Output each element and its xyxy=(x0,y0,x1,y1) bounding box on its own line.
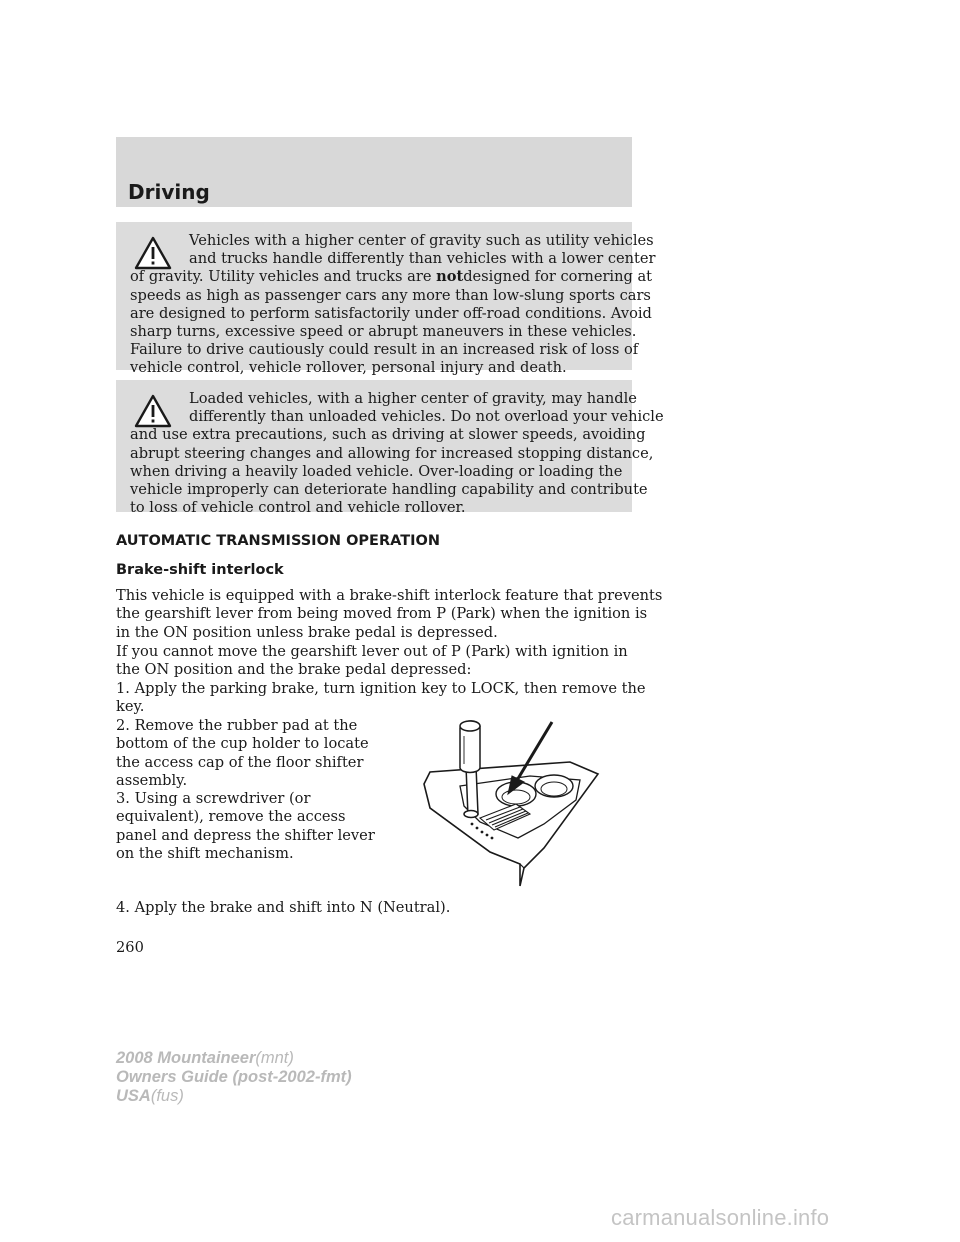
document-footer xyxy=(116,1049,352,1106)
warning-text-line: sharp turns, excessive speed or abrupt maneuvers in these vehicles. xyxy=(130,323,637,341)
paragraph-line: the gearshift lever from being moved from P (Park) when the ignition is xyxy=(116,605,648,623)
paragraph-line: 2. Remove the rubber pad at the xyxy=(116,717,358,734)
paragraph-interlock xyxy=(116,587,662,642)
paragraph-line: the ON position and the brake pedal depressed: xyxy=(116,661,472,679)
paragraph-line: 3. Using a screwdriver (or xyxy=(116,790,311,807)
section-header xyxy=(116,137,632,207)
step-3 xyxy=(116,790,375,864)
paragraph-line: If you cannot move the gearshift lever out of P (Park) with ignition in xyxy=(116,643,628,660)
paragraph-line: on the shift mechanism. xyxy=(116,845,294,863)
warning-text-line: vehicle improperly can deteriorate handling capability and contribute xyxy=(130,481,648,499)
footer-line xyxy=(116,1087,352,1106)
footer-model: 2008 Mountaineer xyxy=(116,1049,256,1067)
cup-holder-rear xyxy=(535,775,573,797)
footer-code: (mnt) xyxy=(255,1049,294,1067)
warning-text-line: Failure to drive cautiously could result in an increased risk of loss of xyxy=(130,341,639,359)
paragraph-line: key. xyxy=(116,698,145,716)
paragraph-line: 1. Apply the parking brake, turn ignition key to LOCK, then remove the xyxy=(116,680,646,697)
paragraph-line: panel and depress the shifter lever xyxy=(116,826,375,844)
warning-text-segment: designed for cornering at xyxy=(463,268,653,286)
paragraph-line: the access cap of the floor shifter xyxy=(116,753,364,771)
paragraph-line: bottom of the cup holder to locate xyxy=(116,735,369,753)
shifter-illustration xyxy=(420,714,610,890)
warning-text-line: speeds as high as passenger cars any more than low-slung sports cars xyxy=(130,286,651,304)
paragraph-cannot-move xyxy=(116,643,628,680)
paragraph-line: assembly. xyxy=(116,772,188,790)
paragraph-line: in the ON position unless brake pedal is depressed. xyxy=(116,623,498,641)
warning-box-loaded xyxy=(116,380,664,517)
warning-emphasis: not xyxy=(436,268,464,286)
warning-text-line: Loaded vehicles, with a higher center of gravity, may handle xyxy=(189,390,637,407)
step-4: 4. Apply the brake and shift into N (Neutral). xyxy=(116,899,451,916)
step-1 xyxy=(116,680,646,717)
warning-text-line: to loss of vehicle control and vehicle rollover. xyxy=(130,499,466,517)
warning-text-line: and trucks handle differently than vehicles with a lower center xyxy=(189,250,656,268)
watermark: carmanualsonline.info xyxy=(611,1205,830,1230)
warning-text-line: Vehicles with a higher center of gravity such as utility vehicles xyxy=(189,232,654,249)
paragraph-line: equivalent), remove the access xyxy=(116,808,346,826)
footer-code: (fus) xyxy=(150,1087,184,1105)
page-number: 260 xyxy=(116,939,144,956)
warning-text-line: differently than unloaded vehicles. Do not overload your vehicle xyxy=(189,408,664,426)
warning-box-gravity xyxy=(116,222,656,377)
warning-text-line: abrupt steering changes and allowing for increased stopping distance, xyxy=(130,444,654,462)
warning-text-line: are designed to perform satisfactorily under off-road conditions. Avoid xyxy=(130,304,652,322)
warning-text-line xyxy=(130,268,653,286)
warning-text-segment: of gravity. Utility vehicles and trucks are xyxy=(130,268,437,286)
footer-line xyxy=(116,1049,352,1068)
warning-triangle-icon xyxy=(134,236,172,270)
warning-text-line: vehicle control, vehicle rollover, personal injury and death. xyxy=(130,359,567,377)
paragraph-line: This vehicle is equipped with a brake-shift interlock feature that prevents xyxy=(116,587,663,604)
warning-text-line: when driving a heavily loaded vehicle. Over-loading or loading the xyxy=(130,462,623,480)
footer-guide: Owners Guide (post-2002-fmt) xyxy=(116,1068,352,1086)
step-2 xyxy=(116,717,369,791)
section-heading: AUTOMATIC TRANSMISSION OPERATION xyxy=(116,533,440,549)
warning-text-line: and use extra precautions, such as driving at slower speeds, avoiding xyxy=(130,426,646,444)
section-title: Driving xyxy=(128,180,210,204)
warning-triangle-icon xyxy=(134,394,172,428)
footer-line xyxy=(116,1068,352,1087)
footer-market: USA xyxy=(116,1087,151,1105)
subsection-heading: Brake-shift interlock xyxy=(116,562,284,578)
